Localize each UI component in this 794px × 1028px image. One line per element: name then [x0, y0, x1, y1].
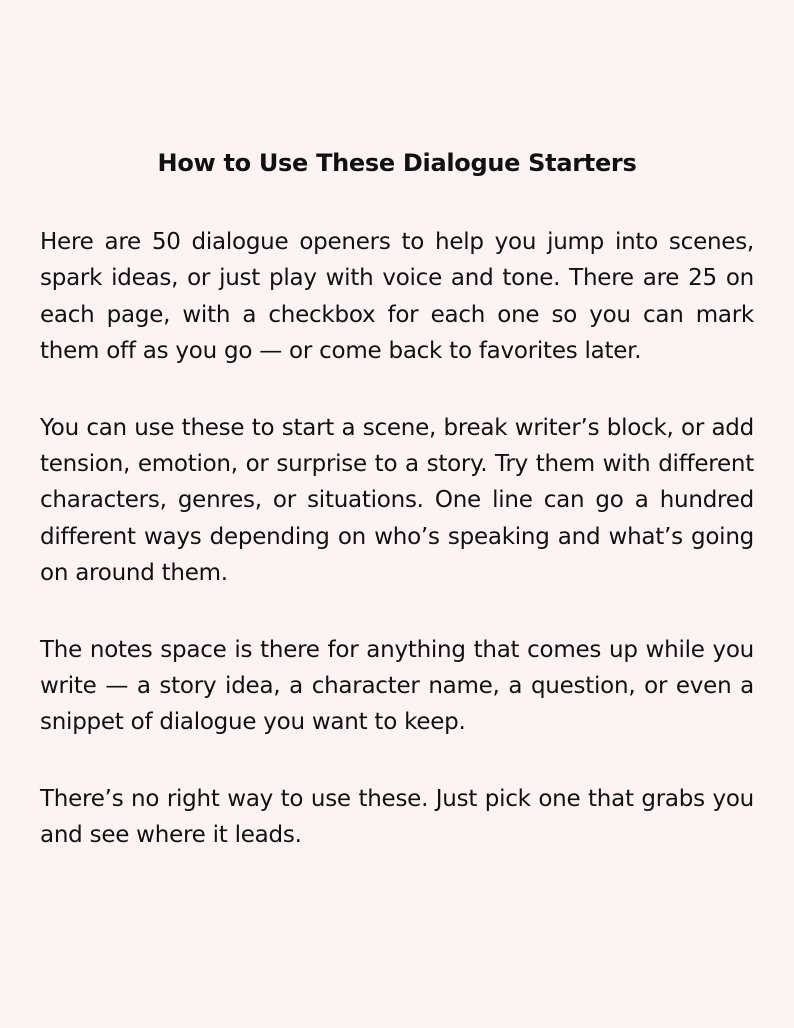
intro-paragraph: Here are 50 dialogue openers to help you jump into scenes, spark ideas, or just play with voice and tone. There are 25 on each page, with a checkbox for each one so you can mark them off as you go — or come back to favorites later.: [40, 229, 754, 365]
closing-paragraph: There’s no right way to use these. Just pick one that grabs you and see where it leads.: [40, 785, 754, 849]
page-title: How to Use These Dialogue Starters: [157, 149, 637, 177]
notes-paragraph: The notes space is there for anything that comes up while you write — a story idea, a character name, a question, or even a snippet of dialogue you want to keep.: [40, 636, 754, 736]
usage-paragraph: You can use these to start a scene, break writer’s block, or add tension, emotion, or surprise to a story. Try them with different characters, genres, or situations. One line can go a hundred different ways depending on who’s speaking and what’s going on around them.: [40, 414, 754, 587]
